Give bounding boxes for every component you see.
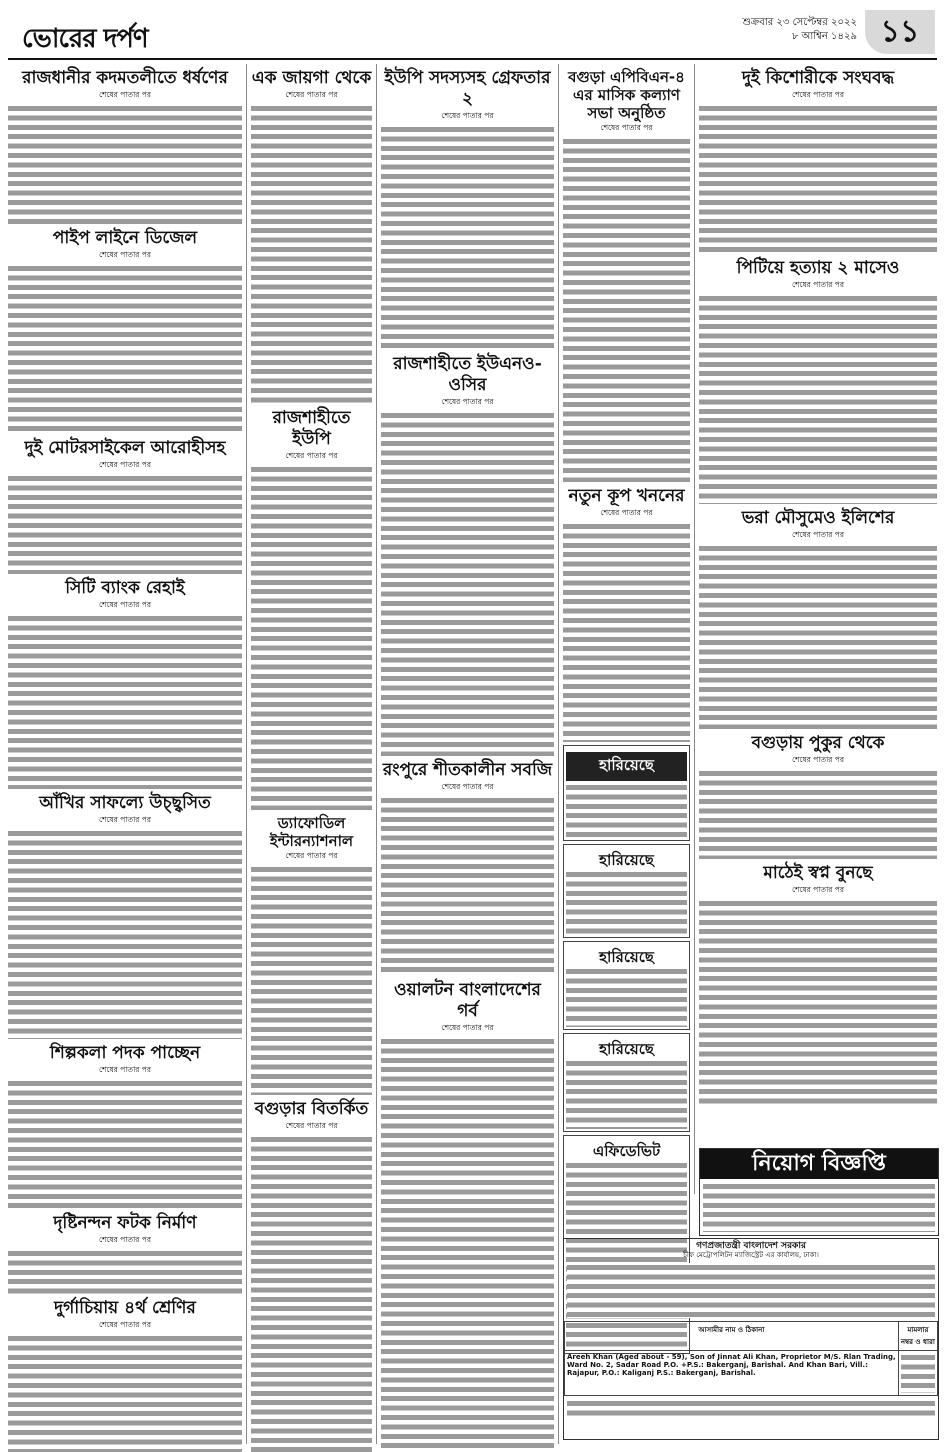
- court-table-header: মামলার নম্বর ও ধারা: [898, 1322, 937, 1351]
- lost-notice-title: হারিয়েছে: [599, 948, 654, 966]
- article-body: [699, 544, 937, 729]
- continued-label: শেষের পাতার পর: [285, 451, 338, 460]
- affidavit-title: এফিডেভিট: [592, 1142, 661, 1160]
- court-table-header: আসামীর নাম ও ঠিকানা: [565, 1322, 899, 1351]
- masthead: [8, 8, 937, 60]
- headline: নতুন কূপ খননের: [568, 486, 685, 506]
- article-body: [8, 1334, 242, 1452]
- column-rule: [246, 64, 247, 1444]
- headline: রাজশাহীতে ইউএনও-ওসির: [393, 354, 542, 395]
- continued-label: শেষের পাতার পর: [441, 1023, 494, 1032]
- column-rule: [558, 64, 559, 1444]
- headline: ওয়ালটন বাংলাদেশের গর্ব: [394, 980, 541, 1021]
- continued-label: শেষের পাতার পর: [99, 90, 151, 99]
- headline: ইউপি সদস্যসহ গ্রেফতার ২: [384, 68, 551, 109]
- date-bengali: ৮ আশ্বিন ১৪২৯: [791, 31, 857, 42]
- column-5: [699, 64, 937, 1104]
- headline: মাঠেই স্বপ্ন বুনছে: [763, 863, 873, 883]
- lost-notice-title: হারিয়েছে: [566, 752, 687, 781]
- article-body: [251, 1135, 372, 1452]
- notice-body: [566, 1059, 687, 1129]
- notice-body: [703, 1182, 935, 1232]
- article-body: [563, 522, 690, 742]
- headline: আঁখির সাফল্যে উচ্ছ্বসিত: [39, 793, 211, 813]
- date-gregorian: শুক্রবার ২৩ সেপ্টেম্বর ২০২২: [742, 17, 857, 28]
- court-notice-office: চীফ মেট্রোপলিটন ম্যাজিস্ট্রেট এর কার্যালয়, ঢাকা।: [683, 1251, 819, 1259]
- recruitment-notice: [699, 1148, 939, 1236]
- article-body: [8, 474, 242, 574]
- continued-label: শেষের পাতার পর: [792, 530, 844, 539]
- notice-body: [566, 870, 687, 935]
- headline: রাজধানীর কদমতলীতে ধর্ষণের: [22, 68, 228, 88]
- continued-label: শেষের পাতার পর: [285, 90, 338, 99]
- logo-text: ভোরের দর্পণ: [22, 24, 148, 54]
- dateline: [742, 16, 857, 44]
- headline: বগুড়ায় পুকুর থেকে: [751, 733, 885, 753]
- lost-notice: [563, 844, 690, 938]
- article-body: [381, 1037, 554, 1452]
- column-rule: [376, 64, 377, 1444]
- article-body: [8, 1079, 242, 1209]
- page-number: ১১: [865, 10, 935, 54]
- lost-notice-title: হারিয়েছে: [599, 1040, 654, 1058]
- lost-notice-title: হারিয়েছে: [599, 851, 654, 869]
- article-body: [381, 125, 554, 350]
- column-1: [8, 64, 242, 1452]
- continued-label: শেষের পাতার পর: [99, 250, 151, 259]
- article-body: [8, 264, 242, 434]
- column-4: [563, 64, 690, 1357]
- notice-body: [567, 1263, 935, 1318]
- article-body: [699, 769, 937, 859]
- article-body: [251, 865, 372, 1095]
- article-body: [699, 294, 937, 504]
- headline: বগুড়া এপিবিএন-৪ এর মাসিক কল্যাণ সভা অনুষ্ঠিত: [568, 68, 685, 122]
- article-body: [8, 829, 242, 1039]
- lost-notice: [563, 745, 690, 841]
- notice-body: [566, 783, 687, 838]
- notice-body: [567, 1399, 935, 1419]
- headline: দুর্গাচিয়ায় ৪র্থ শ্রেণির: [54, 1298, 196, 1318]
- lost-notice: [563, 1033, 690, 1132]
- newspaper-logo: [8, 8, 148, 54]
- article-body: [699, 104, 937, 254]
- continued-label: শেষের পাতার পর: [99, 600, 151, 609]
- column-3: [381, 64, 554, 1452]
- continued-label: শেষের পাতার পর: [441, 397, 494, 406]
- continued-label: শেষের পাতার পর: [792, 755, 844, 764]
- article-body: [563, 137, 690, 482]
- notice-body: [566, 967, 687, 1027]
- headline: এক জায়গা থেকে: [251, 68, 372, 88]
- headline: রাজশাহীতে ইউপি: [272, 408, 351, 449]
- continued-label: শেষের পাতার পর: [441, 111, 494, 120]
- headline: দুই কিশোরীকে সংঘবদ্ধ: [741, 68, 895, 88]
- headline: দুই মোটরসাইকেল আরোহীসহ: [24, 438, 226, 458]
- article-body: [8, 614, 242, 789]
- article-body: [699, 899, 937, 1104]
- case-details: [898, 1351, 937, 1396]
- headline: সিটি ব্যাংক রেহাই: [65, 578, 185, 598]
- column-rule: [694, 64, 695, 1194]
- continued-label: শেষের পাতার পর: [600, 123, 653, 132]
- continued-label: শেষের পাতার পর: [792, 280, 844, 289]
- lost-notice: [563, 941, 690, 1030]
- headline: দৃষ্টিনন্দন ফটক নির্মাণ: [53, 1213, 197, 1233]
- article-body: [8, 104, 242, 224]
- article-body: [381, 796, 554, 976]
- continued-label: শেষের পাতার পর: [99, 1320, 151, 1329]
- continued-label: শেষের পাতার পর: [285, 1121, 338, 1130]
- headline: বগুড়ার বিতর্কিত: [254, 1099, 369, 1119]
- continued-label: শেষের পাতার পর: [99, 1235, 151, 1244]
- continued-label: শেষের পাতার পর: [99, 815, 151, 824]
- headline: ড্যাফোডিল ইন্টারন্যাশনাল: [269, 814, 354, 850]
- continued-label: শেষের পাতার পর: [99, 1065, 151, 1074]
- article-body: [8, 1249, 242, 1294]
- headline: শিল্পকলা পদক পাচ্ছেন: [49, 1043, 201, 1063]
- continued-label: শেষের পাতার পর: [441, 782, 494, 791]
- recruitment-notice-title: নিয়োগ বিজ্ঞপ্তি: [700, 1149, 938, 1179]
- court-notice: [563, 1238, 939, 1440]
- accused-details: Areeh Khan (Aged about - 59), Son of Jinnat Ali Khan, Proprietor M/S. Rlan Trading, Ward No. 2, Sadar Road P.O. +P.S.: Bakerganj, Barishal. And Khan Bari, Vill.: Rajapur, P.O.: Kaliganj P.S.: Bakerganj, Barishal.: [565, 1351, 899, 1396]
- column-2: [251, 64, 372, 1452]
- article-body: [251, 465, 372, 810]
- headline: ভরা মৌসুমেও ইলিশের: [741, 508, 895, 528]
- article-body: [251, 104, 372, 404]
- headline: পাইপ লাইনে ডিজেল: [52, 228, 198, 248]
- headline: রংপুরে শীতকালীন সবজি: [382, 760, 553, 780]
- article-body: [381, 411, 554, 756]
- court-notice-govt: গণপ্রজাতন্ত্রী বাংলাদেশ সরকার: [696, 1241, 806, 1251]
- court-table: [564, 1321, 938, 1396]
- continued-label: শেষের পাতার পর: [792, 885, 844, 894]
- continued-label: শেষের পাতার পর: [600, 508, 653, 517]
- headline: পিটিয়ে হত্যায় ২ মাসেও: [736, 258, 900, 278]
- continued-label: শেষের পাতার পর: [792, 90, 844, 99]
- continued-label: শেষের পাতার পর: [99, 460, 151, 469]
- continued-label: শেষের পাতার পর: [285, 851, 338, 860]
